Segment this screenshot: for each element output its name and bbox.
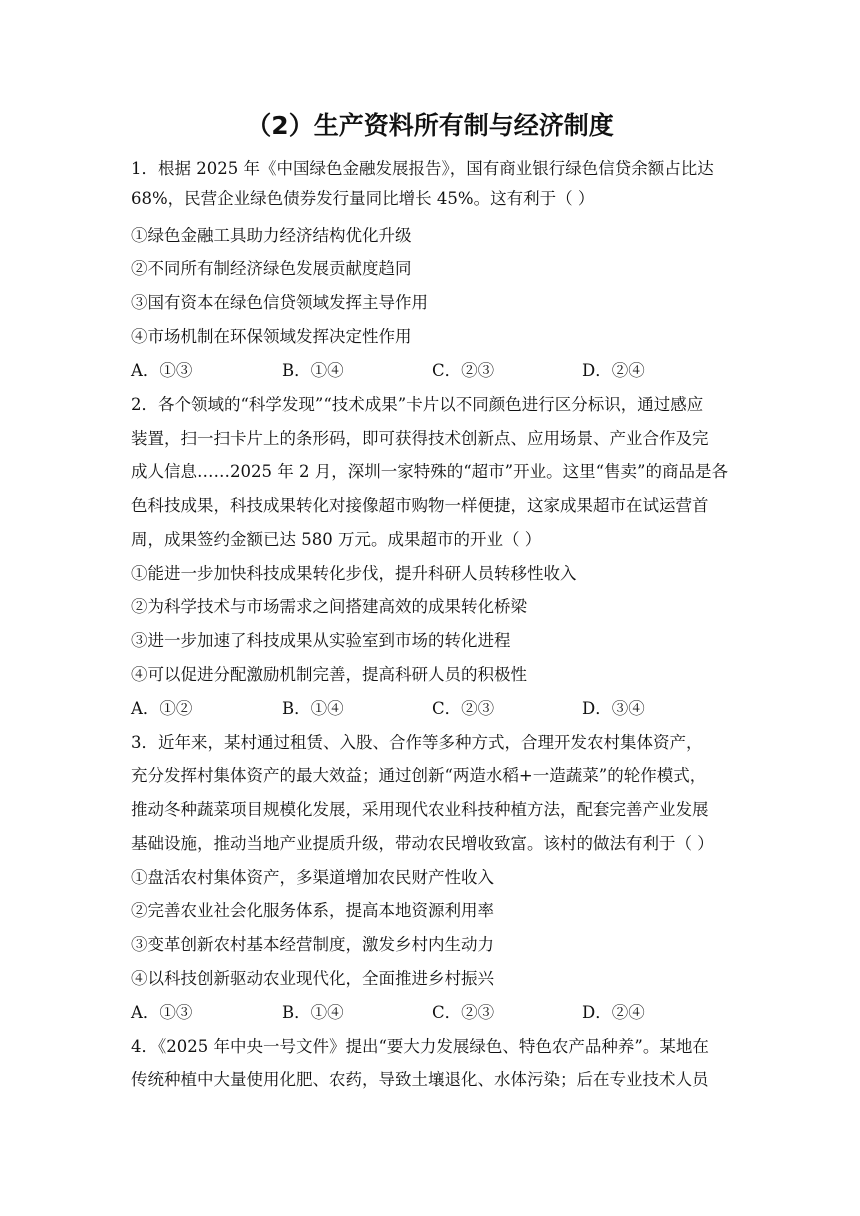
question-1-item-3: ③国有资本在绿色信贷领域发挥主导作用 (131, 293, 428, 312)
question-1-item-4: ④市场机制在环保领域发挥决定性作用 (131, 327, 412, 346)
question-2-item-3: ③进一步加速了科技成果从实验室到市场的转化进程 (131, 631, 511, 650)
question-2-stem-line: 周，成果签约金额已达 580 万元。成果超市的开业（ ） (131, 530, 542, 549)
question-3-stem-line: 推动冬种蔬菜项目规模化发展，采用现代农业科技种植方法，配套完善产业发展 (131, 800, 709, 819)
question-1-option-b: B．①④ (282, 361, 344, 380)
question-3-stem-line: 充分发挥村集体资产的最大效益；通过创新“两造水稻+一造蔬菜”的轮作模式， (131, 766, 707, 785)
question-2-stem-line: 2．各个领域的“科学发现”“技术成果”卡片以不同颜色进行区分标识，通过感应 (131, 395, 704, 414)
question-1-item-1: ①绿色金融工具助力经济结构优化升级 (131, 226, 412, 245)
question-1-stem-line: 68%，民营企业绿色债券发行量同比增长 45%。这有利于（ ） (131, 189, 595, 208)
question-2-option-c: C．②③ (432, 699, 495, 718)
question-4-stem-line: 4．《2025 年中央一号文件》提出“要大力发展绿色、特色农产品种养”。某地在 (131, 1037, 709, 1056)
question-3-item-3: ③变革创新农村基本经营制度，激发乡村内生动力 (131, 935, 494, 954)
question-2-item-4: ④可以促进分配激励机制完善，提高科研人员的积极性 (131, 665, 527, 684)
question-1-item-2: ②不同所有制经济绿色发展贡献度趋同 (131, 259, 412, 278)
question-3-stem-line: 基础设施，推动当地产业提质升级，带动农民增收致富。该村的做法有利于（ ） (131, 834, 714, 853)
question-3-item-1: ①盘活农村集体资产，多渠道增加农民财产性收入 (131, 868, 494, 887)
question-2-item-1: ①能进一步加快科技成果转化步伐，提升科研人员转移性收入 (131, 564, 577, 583)
question-3-option-a: A．①③ (131, 1003, 193, 1022)
question-3-item-4: ④以科技创新驱动农业现代化，全面推进乡村振兴 (131, 969, 494, 988)
question-3-item-2: ②完善农业社会化服务体系，提高本地资源利用率 (131, 901, 494, 920)
question-3-option-d: D．②④ (582, 1003, 645, 1022)
question-3-option-c: C．②③ (432, 1003, 495, 1022)
question-2-stem-line: 色科技成果，科技成果转化对接像超市购物一样便捷，这家成果超市在试运营首 (131, 496, 709, 515)
question-2-stem-line: 装置，扫一扫卡片上的条形码，即可获得技术创新点、应用场景、产业合作及完 (131, 429, 709, 448)
question-3-stem-line: 3．近年来，某村通过租赁、入股、合作等多种方式，合理开发农村集体资产， (131, 733, 703, 752)
question-2-item-2: ②为科学技术与市场需求之间搭建高效的成果转化桥梁 (131, 597, 527, 616)
page-title: （2）生产资料所有制与经济制度 (246, 111, 614, 140)
question-2-stem-line: 成人信息……2025 年 2 月，深圳一家特殊的“超市”开业。这里“售卖”的商品是各 (131, 462, 728, 481)
question-1-stem-line: 1．根据 2025 年《中国绿色金融发展报告》，国有商业银行绿色信贷余额占比达 (131, 159, 714, 178)
question-1-option-a: A．①③ (131, 361, 193, 380)
question-4-stem-line: 传统种植中大量使用化肥、农药，导致土壤退化、水体污染；后在专业技术人员 (131, 1070, 709, 1089)
question-3-option-b: B．①④ (282, 1003, 344, 1022)
question-1-option-c: C．②③ (432, 361, 495, 380)
question-2-option-d: D．③④ (582, 699, 645, 718)
question-2-option-a: A．①② (131, 699, 193, 718)
question-1-option-d: D．②④ (582, 361, 645, 380)
question-2-option-b: B．①④ (282, 699, 344, 718)
